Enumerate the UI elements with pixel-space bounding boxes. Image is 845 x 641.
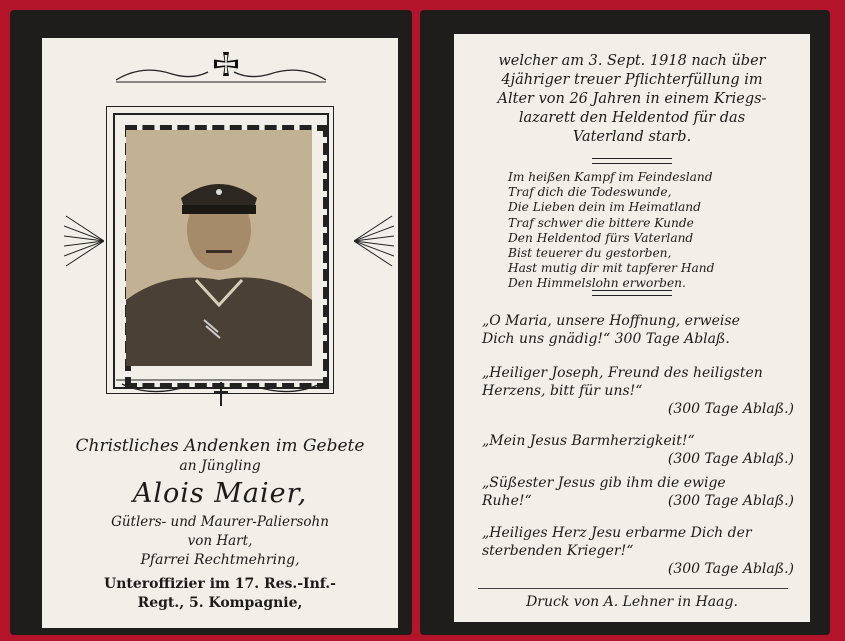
prayer [482, 364, 794, 418]
footer-rule [478, 588, 788, 589]
poem-line: Den Himmelslohn erworben. [508, 276, 686, 291]
indulgence-note: (300 Tage Ablaß.) [667, 451, 794, 467]
poem-line: Hast mutig dir mit tapferer Hand [508, 261, 715, 276]
place-of-origin: von Hart, [187, 533, 253, 549]
prayer [482, 524, 794, 578]
prayer-line: „Heiliges Herz Jesu erbarme Dich der [482, 525, 752, 541]
photo-panel [42, 38, 398, 628]
death-line: Vaterland starb. [572, 129, 692, 145]
military-rank: Unteroffizier im 17. Res.-Inf.- [104, 576, 336, 592]
prayer [482, 474, 794, 510]
indulgence-note: (300 Tage Ablaß.) [667, 493, 794, 509]
regiment: Regt., 5. Kompagnie, [137, 595, 303, 611]
right-rays-ornament [354, 196, 394, 286]
poem-line: Den Heldentod fürs Vaterland [508, 230, 694, 245]
death-line: 4jähriger treuer Pflichterfüllung im [501, 72, 763, 88]
prayer-line: „O Maria, unsere Hoffnung, erweise [482, 313, 740, 329]
prayer-line: „Süßester Jesus gib ihm die ewige [482, 475, 726, 491]
deceased-name: Alois Maier, [132, 478, 308, 509]
memorial-heading: Christliches Andenken im Gebete [75, 436, 365, 456]
poem-line: Im heißen Kampf im Feindesland [508, 170, 713, 184]
indulgence-note: (300 Tage Ablaß.) [667, 561, 794, 577]
prayer-line: Dich uns gnädig!“ 300 Tage Ablaß. [482, 331, 730, 347]
death-line: welcher am 3. Sept. 1918 nach über [498, 53, 766, 69]
death-line: lazarett den Heldentod für das [518, 110, 746, 126]
prayer-line: sterbenden Krieger!“ [482, 543, 634, 559]
memorial-card-left [10, 10, 412, 635]
bottom-ornament [112, 376, 330, 406]
divider [592, 158, 672, 164]
poem [508, 170, 788, 292]
printer-credit: Druck von A. Lehner in Haag. [526, 594, 738, 610]
text-panel [454, 34, 810, 622]
parish: Pfarrei Rechtmehring, [140, 552, 300, 568]
iron-cross-icon [212, 50, 240, 78]
poem-line: Traf schwer die bittere Kunde [508, 215, 694, 230]
death-line: Alter von 26 Jahren in einem Kriegs- [497, 91, 767, 107]
prayer-line: Herzens, bitt für uns!“ [482, 383, 643, 399]
parents-description: Gütlers- und Maurer-Paliersohn [111, 514, 329, 530]
prayer-line: „Mein Jesus Barmherzigkeit!“ [482, 433, 695, 449]
indulgence-note: (300 Tage Ablaß.) [667, 401, 794, 417]
memorial-card-right [420, 10, 830, 635]
prayer [482, 312, 794, 348]
cross-icon [214, 382, 228, 406]
death-notice [468, 52, 796, 147]
memorial-address: an Jüngling [179, 458, 261, 474]
divider [592, 290, 672, 296]
left-rays-ornament [64, 196, 104, 286]
poem-line: Die Lieben dein im Heimatland [508, 200, 701, 215]
prayer-line: „Heiliger Joseph, Freund des heiligsten [482, 365, 763, 381]
poem-line: Bist teuerer du gestorben, [508, 246, 672, 261]
prayer-line: Ruhe!“ [482, 493, 532, 509]
poem-line: Traf dich die Todeswunde, [508, 185, 672, 200]
soldier-portrait [126, 130, 312, 366]
prayer [482, 432, 794, 468]
